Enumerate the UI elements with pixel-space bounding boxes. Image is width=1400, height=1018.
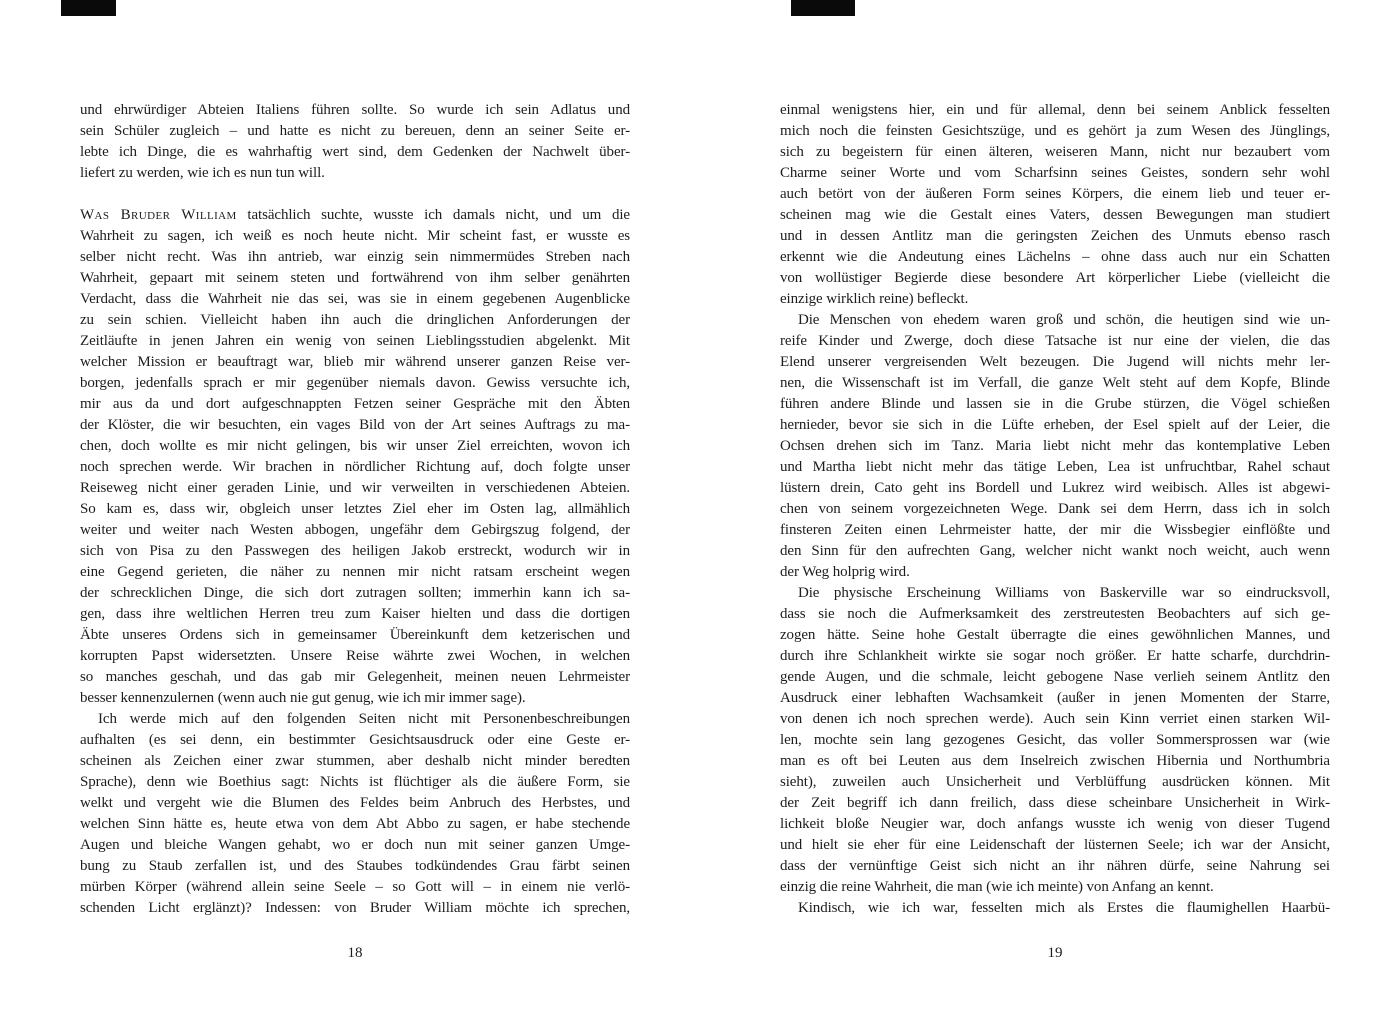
text-line: schenden Licht erglänzt)? Indessen: von Bruder William möchte ich sprechen, [80,900,630,916]
text-line: mir aus da und dort aufgeschnappten Fetzen seiner Gespräche mit den Äbten [80,396,630,412]
text-line: und ehrwürdiger Abteien Italiens führen sollte. So wurde ich sein Adlatus und [80,102,630,118]
text-line: Verdacht, dass die Wahrheit nie das sei, was sie in einem gegebenen Augenblicke [80,291,630,307]
text-line: dass sie noch die Aufmerksamkeit des zerstreutesten Beobachters auf sich ge- [780,606,1330,622]
text-line: Ochsen drehen sich im Tanz. Maria liebt nicht mehr das kontemplative Leben [780,438,1330,454]
page-left-text-block [80,100,630,919]
text-line: Reiseweg nicht einer geraden Linie, und wir verweilten in verschiedenen Abteien. [80,480,630,496]
text-line: besser kennenzulernen (wenn auch nie gut genug, wie ich mir immer sage). [80,690,526,706]
text-line: Die physische Erscheinung Williams von Baskerville war so eindrucksvoll, [798,585,1330,601]
text-line: erkennt wie die Andeutung eines Lächelns – ohne dass auch nur ein Schatten [780,249,1330,265]
text-line: der schrecklichen Dinge, die sich dort zutragen sollten; immerhin kann ich sa- [80,585,630,601]
text-line: Charme seiner Worte und vom Scharfsinn seines Geistes, sondern sehr wohl [780,165,1330,181]
page-left [80,100,630,980]
text-line: durch ihre Schlankheit wirkte sie sogar noch größer. Er hatte scharfe, durchdrin- [780,648,1330,664]
text-line: sein Schüler zugleich – und hatte es nicht zu bereuen, denn an seiner Seite er- [80,123,630,139]
text-line: einmal wenigstens hier, ein und für allemal, denn bei seinem Anblick fesselten [780,102,1330,118]
text-line: borgen, jedenfalls sprach er mir gegenüber niemals davon. Gewiss versuchte ich, [80,375,630,391]
smallcaps-lead: Was Bruder William [80,207,237,223]
text-line: eine Gegend gerieten, die näher zu nennen mir nicht ratsam erscheint wegen [80,564,630,580]
text-line: sieht), zuweilen auch Unsicherheit und Verblüffung ausdrücken können. Mit [780,774,1330,790]
text-line: len, mochte sein lang gezogenes Gesicht, das voller Sommersprossen war (wie [780,732,1330,748]
page-number-left: 18 [347,945,363,961]
page-number-right: 19 [1047,945,1063,961]
text-line: liefert zu werden, wie ich es nun tun will. [80,165,325,181]
text-line: weiter und weiter nach Westen abbogen, ungefähr dem Gebirgszug folgend, der [80,522,630,538]
text-line: welcher Mission er beauftragt war, blieb mir während unserer ganzen Reise ver- [80,354,630,370]
text-line: gen, dass ihre weltlichen Herren treu zum Kaiser hielten und dass die dortigen [80,606,630,622]
page-right [780,100,1330,980]
text-line: sich von Pisa zu den Passwegen des heiligen Jakob erstreckt, wodurch wir in [80,543,630,559]
text-line: lichkeit bloße Neugier war, doch anfangs wusste ich wenig von dieser Tugend [780,816,1330,832]
text-line: Elend unserer vergreisenden Welt bezeugen. Die Jugend will nichts mehr ler- [780,354,1330,370]
text-line: Ich werde mich auf den folgenden Seiten nicht mit Personenbeschreibungen [98,711,630,727]
scan-artifact-bar [61,0,116,16]
text-line: finsteren Zeiten einen Lehrmeister hatte, der mir die Wissbegier einflößte und [780,522,1330,538]
text-line: sich zu begeistern für einen älteren, weiseren Mann, nicht nur bezaubert vom [780,144,1330,160]
text-line: einzig die reine Wahrheit, die man (wie ich meinte) von Anfang an kennt. [780,879,1214,895]
text-line: mich noch die feinsten Gesichtszüge, und es gehört ja zum Wesen des Jünglings, [780,123,1330,139]
text-line: Kindisch, wie ich war, fesselten mich als Erstes die flaumighellen Haarbü- [798,900,1330,916]
text-line: den Sinn für den aufrechten Gang, welcher nicht wankt noch weicht, auch wenn [780,543,1330,559]
text-line: und Martha liebt nicht mehr das tätige Leben, Lea ist unfruchtbar, Rahel schaut [780,459,1330,475]
text-line: man es oft bei Leuten aus dem Inselreich zwischen Hibernia und Northumbria [780,753,1330,769]
text-line: von denen ich noch sprechen werde). Auch sein Kinn verriet einen starken Wil- [780,711,1330,727]
text-line: welchen Sinn hätte es, heute etwa von dem Abt Abbo zu sagen, er habe stechende [80,816,630,832]
text-line: Zeitläufte in jenen Jahren ein wenig von seinen Lieblingsstudien abgelenkt. Mit [80,333,630,349]
text-line: Sprache), denn wie Boethius sagt: Nichts ist flüchtiger als die äußere Form, sie [80,774,630,790]
text-line: chen von seinem vorgezeichneten Wege. Dank sei dem Herrn, dass ich in solch [780,501,1330,517]
text-line: welkt und vergeht wie die Blumen des Feldes beim Anbruch des Herbstes, und [80,795,630,811]
text-line: Was Bruder William tatsächlich suchte, wusste ich damals nicht, und um die [80,207,630,223]
text-line: zu sein schien. Vielleicht haben ihn auch die dringlichen Anforderungen der [80,312,630,328]
text-line: So kam es, dass wir, obgleich unser letztes Ziel eher im Osten lag, allmählich [80,501,630,517]
text-line: der Weg holprig wird. [780,564,910,580]
text-line: korrupten Papst widersetzten. Unsere Reise währte zwei Wochen, in welchen [80,648,630,664]
text-line: noch sprechen werde. Wir brachen in nördlicher Richtung auf, doch folgte unser [80,459,630,475]
text-line: mürben Körper (während allein seine Seele – so Gott will – in einem nie verlö- [80,879,630,895]
paragraph-spacer [80,184,630,205]
text-line: hernieder, bevor sie sich in die Lüfte erheben, der Esel spielt auf der Leier, die [780,417,1330,433]
text-line: auch betört von der äußeren Form seines Körpers, die einem lieb und teuer er- [780,186,1330,202]
text-line: Wahrheit, gepaart mit seinem steten und fortwährend von ihm selber genährten [80,270,630,286]
text-line: chen, doch wollte es mir nicht gelingen, bis wir unser Ziel erreichten, wovon ich [80,438,630,454]
text-line: lüstern drein, Cato geht ins Bordell und Lukrez wird weibisch. Alles ist abgewi- [780,480,1330,496]
text-line: zogen hätte. Seine hohe Gestalt überragte die eines gewöhnlichen Mannes, und [780,627,1330,643]
text-line: nen, die Wissenschaft ist im Verfall, die ganze Welt steht auf dem Kopfe, Blinde [780,375,1330,391]
text-line: und hielt sie eher für eine Leidenschaft der lüsternen Seele; ich war der Ansicht, [780,837,1330,853]
scan-artifact-bar [791,0,855,16]
text-line: dass der vernünftige Geist sich nicht an ihr nähren dürfe, seine Nahrung sei [780,858,1330,874]
text-line: reife Kinder und Zwerge, doch diese Tatsache ist nur eine der vielen, die das [780,333,1330,349]
text-line: Wahrheit zu sagen, ich weiß es noch heute nicht. Mir scheint fast, er wusste es [80,228,630,244]
text-line: der Zeit begriff ich dann freilich, dass diese scheinbare Unsicherheit in Wirk- [780,795,1330,811]
text-line: Äbte unseres Ordens sich in gemeinsamer Übereinkunft dem ketzerischen und [80,627,630,643]
text-line: der Klöster, die wir besuchten, ein vages Bild von der Art seines Auftrags zu ma- [80,417,630,433]
text-line: und in dessen Antlitz man die geringsten Zeichen des Unmuts ebenso rasch [780,228,1330,244]
text-line: Ausdruck einer lebhaften Wachsamkeit (außer in jenen Momenten der Starre, [780,690,1330,706]
text-line: selber nicht recht. Was ihn antrieb, war einzig sein nimmermüdes Streben nach [80,249,630,265]
text-line: von wollüstiger Begierde diese besondere Art körperlicher Liebe (vielleicht die [780,270,1330,286]
text-line: scheinen mag wie die Gestalt eines Vaters, dessen Bewegungen man studiert [780,207,1330,223]
text-line: Augen und bleiche Wangen gehabt, wo er doch nun mit seiner ganzen Umge- [80,837,630,853]
text-line: bung zu Staub zerfallen ist, und des Staubes todkündendes Grau färbt seinen [80,858,630,874]
page-right-text-block [780,100,1330,919]
text-line: aufhalten (es sei denn, ein bestimmter Gesichtsausdruck oder eine Geste er- [80,732,630,748]
text-line: gende Augen, und die schmale, leicht gebogene Nase verlieh seinem Antlitz den [780,669,1330,685]
text-line: führen andere Blinde und lassen sie in die Grube stürzen, die Vögel schießen [780,396,1330,412]
text-line: so manches geschah, und das gab mir Gelegenheit, meinen neuen Lehrmeister [80,669,630,685]
text-line: einzige wirklich reine) befleckt. [780,291,969,307]
text-line: scheinen als Zeichen einer zwar stummen, aber deshalb nicht minder beredten [80,753,630,769]
text-line: lebte ich Dinge, die es wahrhaftig wert sind, dem Gedenken der Nachwelt über- [80,144,630,160]
text-line: Die Menschen von ehedem waren groß und schön, die heutigen sind wie un- [798,312,1330,328]
